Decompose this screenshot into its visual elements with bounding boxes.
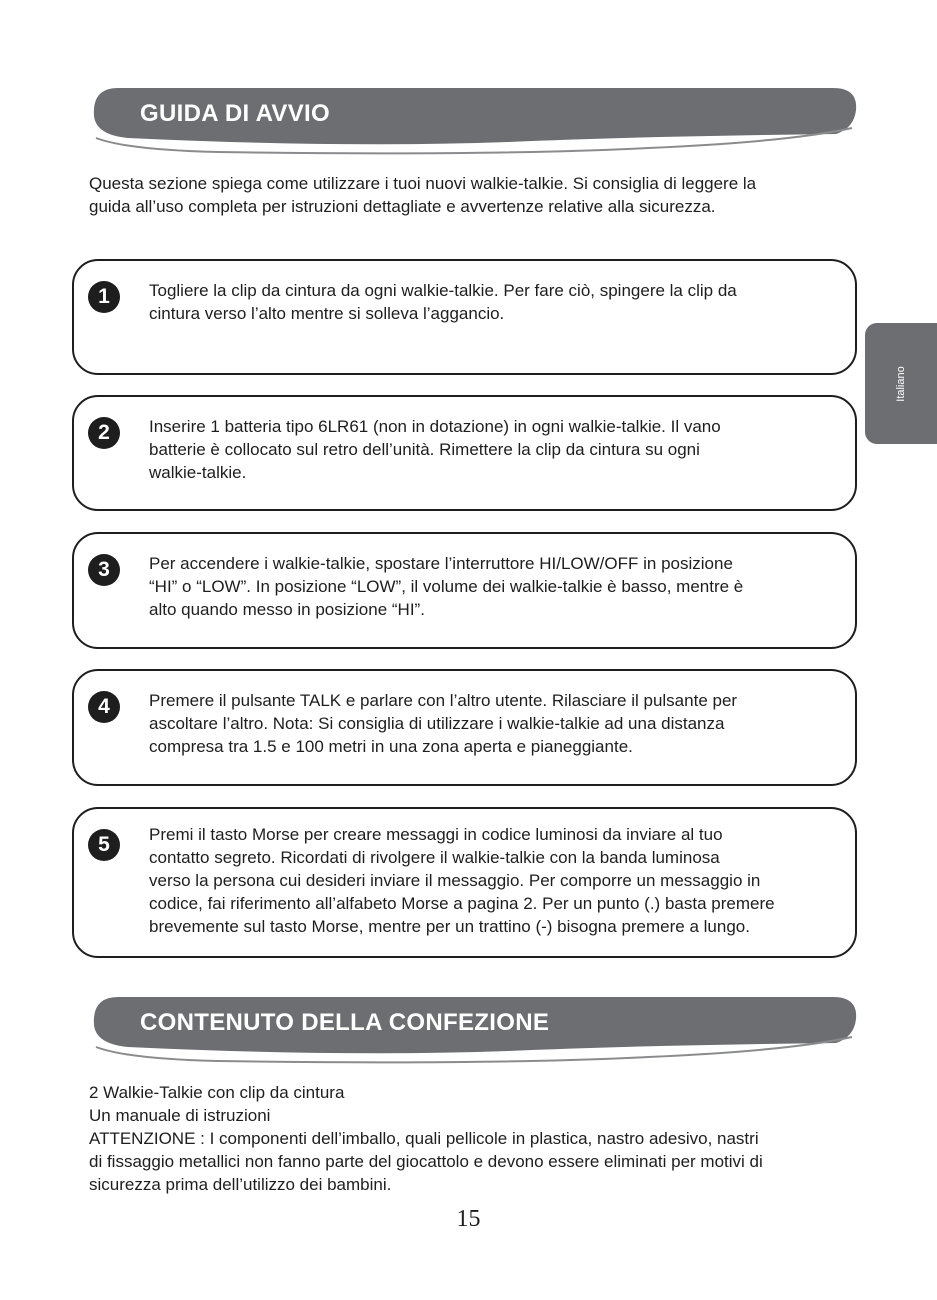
step-text xyxy=(149,415,843,484)
step-number-badge: 5 xyxy=(88,829,120,861)
step-line: ascoltare l’altro. Nota: Si consiglia di utilizzare i walkie-talkie ad una distanza xyxy=(149,714,725,733)
step-line: walkie-talkie. xyxy=(149,463,247,482)
step-box-4 xyxy=(72,669,857,786)
language-tab xyxy=(865,323,937,444)
step-number-badge: 1 xyxy=(88,281,120,313)
step-box-3 xyxy=(72,532,857,649)
step-line: Inserire 1 batteria tipo 6LR61 (non in dotazione) in ogni walkie-talkie. Il vano xyxy=(149,417,721,436)
step-line: Per accendere i walkie-talkie, spostare l’interruttore HI/LOW/OFF in posizione xyxy=(149,554,733,573)
step-text xyxy=(149,552,843,621)
step-box-2 xyxy=(72,395,857,511)
section-banner-guida xyxy=(88,88,860,160)
contents-paragraph xyxy=(89,1081,859,1196)
contents-line: di fissaggio metallici non fanno parte del giocattolo e devono essere eliminati per motivi di xyxy=(89,1152,763,1171)
step-number-badge: 4 xyxy=(88,691,120,723)
step-line: codice, fai riferimento all’alfabeto Morse a pagina 2. Per un punto (.) basta premere xyxy=(149,894,775,913)
section-title: GUIDA DI AVVIO xyxy=(140,100,330,127)
contents-line: sicurezza prima dell’utilizzo dei bambini. xyxy=(89,1175,392,1194)
intro-paragraph xyxy=(89,172,859,218)
step-number-badge: 3 xyxy=(88,554,120,586)
step-line: “HI” o “LOW”. In posizione “LOW”, il volume dei walkie-talkie è basso, mentre è xyxy=(149,577,744,596)
step-line: Premere il pulsante TALK e parlare con l’altro utente. Rilasciare il pulsante per xyxy=(149,691,738,710)
step-line: alto quando messo in posizione “HI”. xyxy=(149,600,425,619)
section-banner-contenuto xyxy=(88,997,860,1069)
step-line: batterie è collocato sul retro dell’unità. Rimettere la clip da cintura su ogni xyxy=(149,440,700,459)
intro-line: guida all’uso completa per istruzioni dettagliate e avvertenze relative alla sicurezza. xyxy=(89,197,716,216)
section-title: CONTENUTO DELLA CONFEZIONE xyxy=(140,1009,550,1036)
contents-line: 2 Walkie-Talkie con clip da cintura xyxy=(89,1083,345,1102)
step-line: verso la persona cui desideri inviare il messaggio. Per comporre un messaggio in xyxy=(149,871,761,890)
intro-line: Questa sezione spiega come utilizzare i tuoi nuovi walkie-talkie. Si consiglia di leggere la xyxy=(89,174,757,193)
contents-line: ATTENZIONE : I componenti dell’imballo, quali pellicole in plastica, nastro adesivo, nastri xyxy=(89,1129,759,1148)
step-text xyxy=(149,823,843,938)
step-line: cintura verso l’alto mentre si solleva l’aggancio. xyxy=(149,304,505,323)
step-line: brevemente sul tasto Morse, mentre per un trattino (-) bisogna premere a lungo. xyxy=(149,917,750,936)
step-box-1 xyxy=(72,259,857,375)
step-line: Togliere la clip da cintura da ogni walkie-talkie. Per fare ciò, spingere la clip da xyxy=(149,281,737,300)
step-number-badge: 2 xyxy=(88,417,120,449)
step-text xyxy=(149,689,843,758)
step-box-5 xyxy=(72,807,857,958)
step-line: contatto segreto. Ricordati di rivolgere il walkie-talkie con la banda luminosa xyxy=(149,848,720,867)
page-number: 15 xyxy=(456,1206,481,1232)
step-line: compresa tra 1.5 e 100 metri in una zona aperta e pianeggiante. xyxy=(149,737,633,756)
contents-line: Un manuale di istruzioni xyxy=(89,1106,271,1125)
step-line: Premi il tasto Morse per creare messaggi in codice luminosi da inviare al tuo xyxy=(149,825,723,844)
language-label: Italiano xyxy=(895,365,907,402)
step-text xyxy=(149,279,843,325)
